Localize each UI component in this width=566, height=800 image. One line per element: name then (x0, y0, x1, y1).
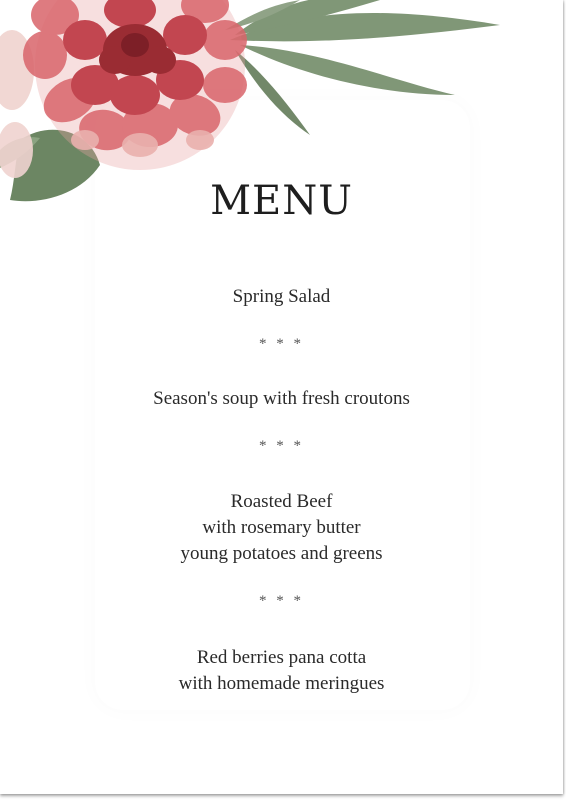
course-separator: * * * (259, 438, 304, 454)
course-dessert (0, 645, 563, 697)
course-spring-salad (0, 284, 563, 310)
course-line: young potatoes and greens (180, 543, 383, 564)
course-line: Season's soup with fresh croutons (153, 388, 410, 409)
course-line: Roasted Beef (230, 491, 333, 512)
leaf-spray-right (225, 0, 500, 135)
course-line: Spring Salad (232, 286, 331, 307)
course-line: with homemade meringues (178, 673, 385, 694)
course-roasted-beef (0, 489, 563, 567)
course-line: with rosemary butter (202, 517, 361, 538)
course-separator: * * * (259, 593, 304, 609)
course-line: Red berries pana cotta (196, 647, 367, 668)
course-separator: * * * (259, 336, 304, 352)
menu-title: MENU (210, 178, 353, 224)
course-soup (0, 386, 563, 412)
